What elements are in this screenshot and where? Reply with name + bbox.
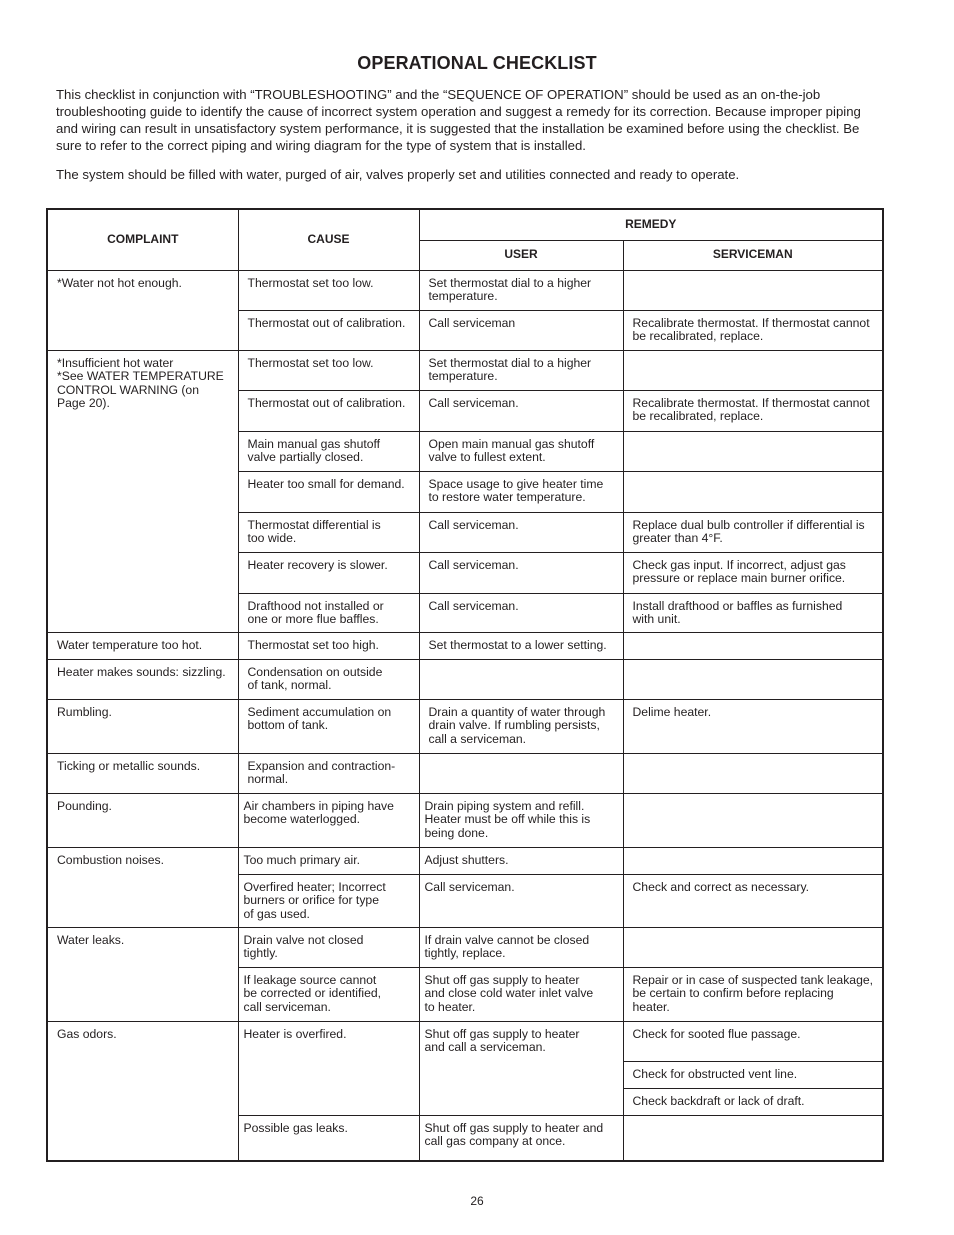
- header-user: USER: [419, 240, 623, 270]
- cause-cell: Drafthood not installed or one or more flue baffles.: [238, 593, 419, 632]
- user-remedy-cell: Set thermostat dial to a higher temperature.: [419, 350, 623, 390]
- cause-cell: Too much primary air.: [238, 847, 419, 874]
- user-remedy-cell: Shut off gas supply to heater and close cold water inlet valve to heater.: [419, 967, 623, 1021]
- user-remedy-cell: Shut off gas supply to heater and call gas company at once.: [419, 1115, 623, 1161]
- complaint-cell: *Water not hot enough.: [47, 270, 238, 350]
- serviceman-remedy-cell: [623, 350, 883, 390]
- serviceman-remedy-cell: Replace dual bulb controller if differential is greater than 4°F.: [623, 512, 883, 552]
- serviceman-remedy-cell: [623, 927, 883, 967]
- page-number: 26: [470, 1194, 484, 1208]
- cause-cell: Heater is overfired.: [238, 1021, 419, 1115]
- system-paragraph: The system should be filled with water, purged of air, valves properly set and utilities connected and ready to operate.: [56, 167, 740, 182]
- serviceman-remedy-cell: Install drafthood or baffles as furnished with unit.: [623, 593, 883, 632]
- cause-cell: Thermostat set too low.: [238, 270, 419, 310]
- complaint-cell: Water leaks.: [47, 927, 238, 1021]
- user-remedy-cell: Call serviceman: [419, 310, 623, 350]
- serviceman-remedy-cell: Recalibrate thermostat. If thermostat cannot be recalibrated, replace.: [623, 310, 883, 350]
- page-title: OPERATIONAL CHECKLIST: [357, 53, 597, 73]
- complaint-cell: Combustion noises.: [47, 847, 238, 927]
- user-remedy-cell: Call serviceman.: [419, 874, 623, 927]
- cause-cell: Air chambers in piping have become waterlogged.: [238, 793, 419, 847]
- cause-cell: Heater too small for demand.: [238, 471, 419, 512]
- operational-checklist-table: [46, 208, 884, 1162]
- serviceman-remedy-cell: Recalibrate thermostat. If thermostat cannot be recalibrated, replace.: [623, 390, 883, 431]
- serviceman-remedy-cell: Check and correct as necessary.: [623, 874, 883, 927]
- user-remedy-cell: Call serviceman.: [419, 593, 623, 632]
- user-remedy-cell: If drain valve cannot be closed tightly, replace.: [419, 927, 623, 967]
- complaint-cell: Pounding.: [47, 793, 238, 847]
- serviceman-remedy-cell: [623, 270, 883, 310]
- cause-cell: Drain valve not closed tightly.: [238, 927, 419, 967]
- user-remedy-cell: Call serviceman.: [419, 552, 623, 593]
- table-row: [47, 699, 883, 753]
- cause-cell: Main manual gas shutoff valve partially closed.: [238, 431, 419, 471]
- serviceman-remedy-cell: Check backdraft or lack of draft.: [623, 1088, 883, 1115]
- cause-cell: Heater recovery is slower.: [238, 552, 419, 593]
- table-row: [47, 927, 883, 967]
- user-remedy-cell: Adjust shutters.: [419, 847, 623, 874]
- complaint-cell: Rumbling.: [47, 699, 238, 753]
- table-row: [47, 793, 883, 847]
- cause-cell: Thermostat differential is too wide.: [238, 512, 419, 552]
- serviceman-remedy-cell: Repair or in case of suspected tank leakage, be certain to confirm before replacing heater.: [623, 967, 883, 1021]
- serviceman-remedy-cell: [623, 1115, 883, 1161]
- serviceman-remedy-cell: [623, 793, 883, 847]
- serviceman-remedy-cell: Delime heater.: [623, 699, 883, 753]
- complaint-cell: *Insufficient hot water *See WATER TEMPERATURE CONTROL WARNING (on Page 20).: [47, 350, 238, 632]
- header-complaint: COMPLAINT: [47, 209, 238, 270]
- header-cause: CAUSE: [238, 209, 419, 270]
- serviceman-remedy-cell: [623, 431, 883, 471]
- user-remedy-cell: Space usage to give heater time to restore water temperature.: [419, 471, 623, 512]
- user-remedy-cell: Call serviceman.: [419, 512, 623, 552]
- complaint-cell: Water temperature too hot.: [47, 632, 238, 659]
- cause-cell: Possible gas leaks.: [238, 1115, 419, 1161]
- table-row: [47, 270, 883, 310]
- cause-cell: If leakage source cannot be corrected or identified, call serviceman.: [238, 967, 419, 1021]
- complaint-cell: Gas odors.: [47, 1021, 238, 1161]
- user-remedy-cell: Drain a quantity of water through drain valve. If rumbling persists, call a serviceman.: [419, 699, 623, 753]
- cause-cell: Expansion and contraction- normal.: [238, 753, 419, 793]
- user-remedy-cell: Shut off gas supply to heater and call a serviceman.: [419, 1021, 623, 1115]
- serviceman-remedy-cell: Check for obstructed vent line.: [623, 1061, 883, 1088]
- cause-cell: Sediment accumulation on bottom of tank.: [238, 699, 419, 753]
- user-remedy-cell: [419, 753, 623, 793]
- cause-cell: Condensation on outside of tank, normal.: [238, 659, 419, 699]
- cause-cell: Overfired heater; Incorrect burners or orifice for type of gas used.: [238, 874, 419, 927]
- serviceman-remedy-cell: Check gas input. If incorrect, adjust gas pressure or replace main burner orifice.: [623, 552, 883, 593]
- user-remedy-cell: [419, 659, 623, 699]
- cause-cell: Thermostat set too low.: [238, 350, 419, 390]
- serviceman-remedy-cell: [623, 632, 883, 659]
- intro-paragraph: This checklist in conjunction with “TROUBLESHOOTING” and the “SEQUENCE OF OPERATION” should be used as an on-the-job troubleshooting guide to identify the cause of incorrect system operation and suggest a remedy for its correction. Because improper piping and wiring can result in unsatisfactory system performance, it is suggested that the installation be examined before using the checklist. Be sure to refer to the correct piping and wiring diagram for the type of system that is installed.: [56, 87, 861, 153]
- serviceman-remedy-cell: [623, 753, 883, 793]
- header-serviceman: SERVICEMAN: [623, 240, 883, 270]
- serviceman-remedy-cell: [623, 659, 883, 699]
- user-remedy-cell: Drain piping system and refill. Heater must be off while this is being done.: [419, 793, 623, 847]
- table-row: [47, 1021, 883, 1061]
- serviceman-remedy-cell: Check for sooted flue passage.: [623, 1021, 883, 1061]
- cause-cell: Thermostat out of calibration.: [238, 390, 419, 431]
- table-row: [47, 847, 883, 874]
- table-row: [47, 632, 883, 659]
- user-remedy-cell: Open main manual gas shutoff valve to fullest extent.: [419, 431, 623, 471]
- table-row: [47, 350, 883, 390]
- cause-cell: Thermostat out of calibration.: [238, 310, 419, 350]
- header-remedy: REMEDY: [419, 209, 883, 240]
- table-row: [47, 753, 883, 793]
- complaint-cell: Heater makes sounds: sizzling.: [47, 659, 238, 699]
- user-remedy-cell: Set thermostat to a lower setting.: [419, 632, 623, 659]
- serviceman-remedy-cell: [623, 471, 883, 512]
- user-remedy-cell: Set thermostat dial to a higher temperature.: [419, 270, 623, 310]
- serviceman-remedy-cell: [623, 847, 883, 874]
- complaint-cell: Ticking or metallic sounds.: [47, 753, 238, 793]
- cause-cell: Thermostat set too high.: [238, 632, 419, 659]
- user-remedy-cell: Call serviceman.: [419, 390, 623, 431]
- table-row: [47, 659, 883, 699]
